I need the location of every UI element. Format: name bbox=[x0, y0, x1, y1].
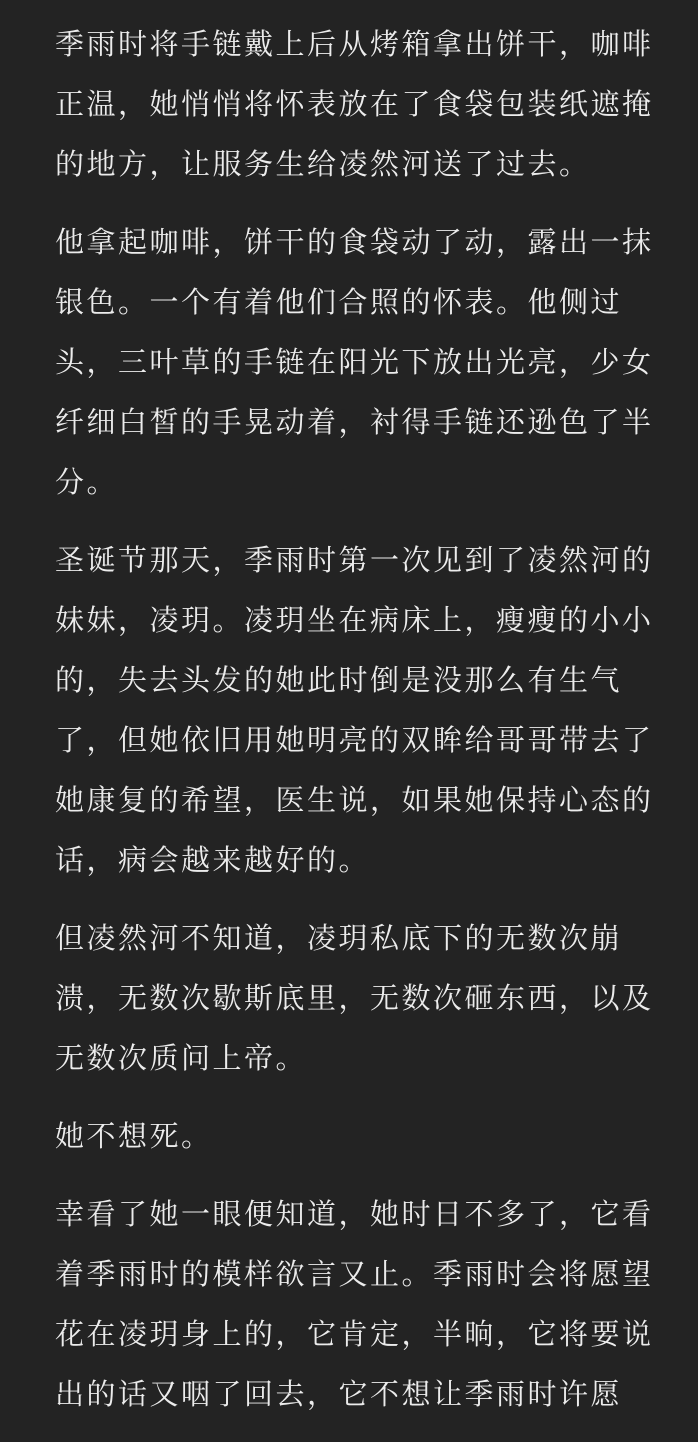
paragraph-3: 圣诞节那天，季雨时第一次见到了凌然河的妹妹，凌玥。凌玥坐在病床上，瘦瘦的小小的，失去头发的她此时倒是没那么有生气了，但她依旧用她明亮的双眸给哥哥带去了她康复的希望，医生说，如果她保持心态的话，病会越来越好的。 bbox=[55, 543, 654, 877]
paragraph-5: 她不想死。 bbox=[55, 1119, 213, 1153]
story-text bbox=[55, 14, 661, 1442]
paragraph-1: 季雨时将手链戴上后从烤箱拿出饼干，咖啡正温，她悄悄将怀表放在了食袋包装纸遮掩的地方，让服务生给凌然河送了过去。 bbox=[55, 27, 654, 181]
paragraph-6: 幸看了她一眼便知道，她时日不多了，它看着季雨时的模样欲言又止。季雨时会将愿望花在凌玥身上的，它肯定，半晌，它将要说出的话又咽了回去，它不想让季雨时许愿 bbox=[55, 1197, 654, 1411]
paragraph-2: 他拿起咖啡，饼干的食袋动了动，露出一抹银色。一个有着他们合照的怀表。他侧过头，三叶草的手链在阳光下放出光亮，少女纤细白皙的手晃动着，衬得手链还逊色了半分。 bbox=[55, 225, 654, 499]
paragraph-4: 但凌然河不知道，凌玥私底下的无数次崩溃，无数次歇斯底里，无数次砸东西，以及无数次质问上帝。 bbox=[55, 921, 654, 1075]
